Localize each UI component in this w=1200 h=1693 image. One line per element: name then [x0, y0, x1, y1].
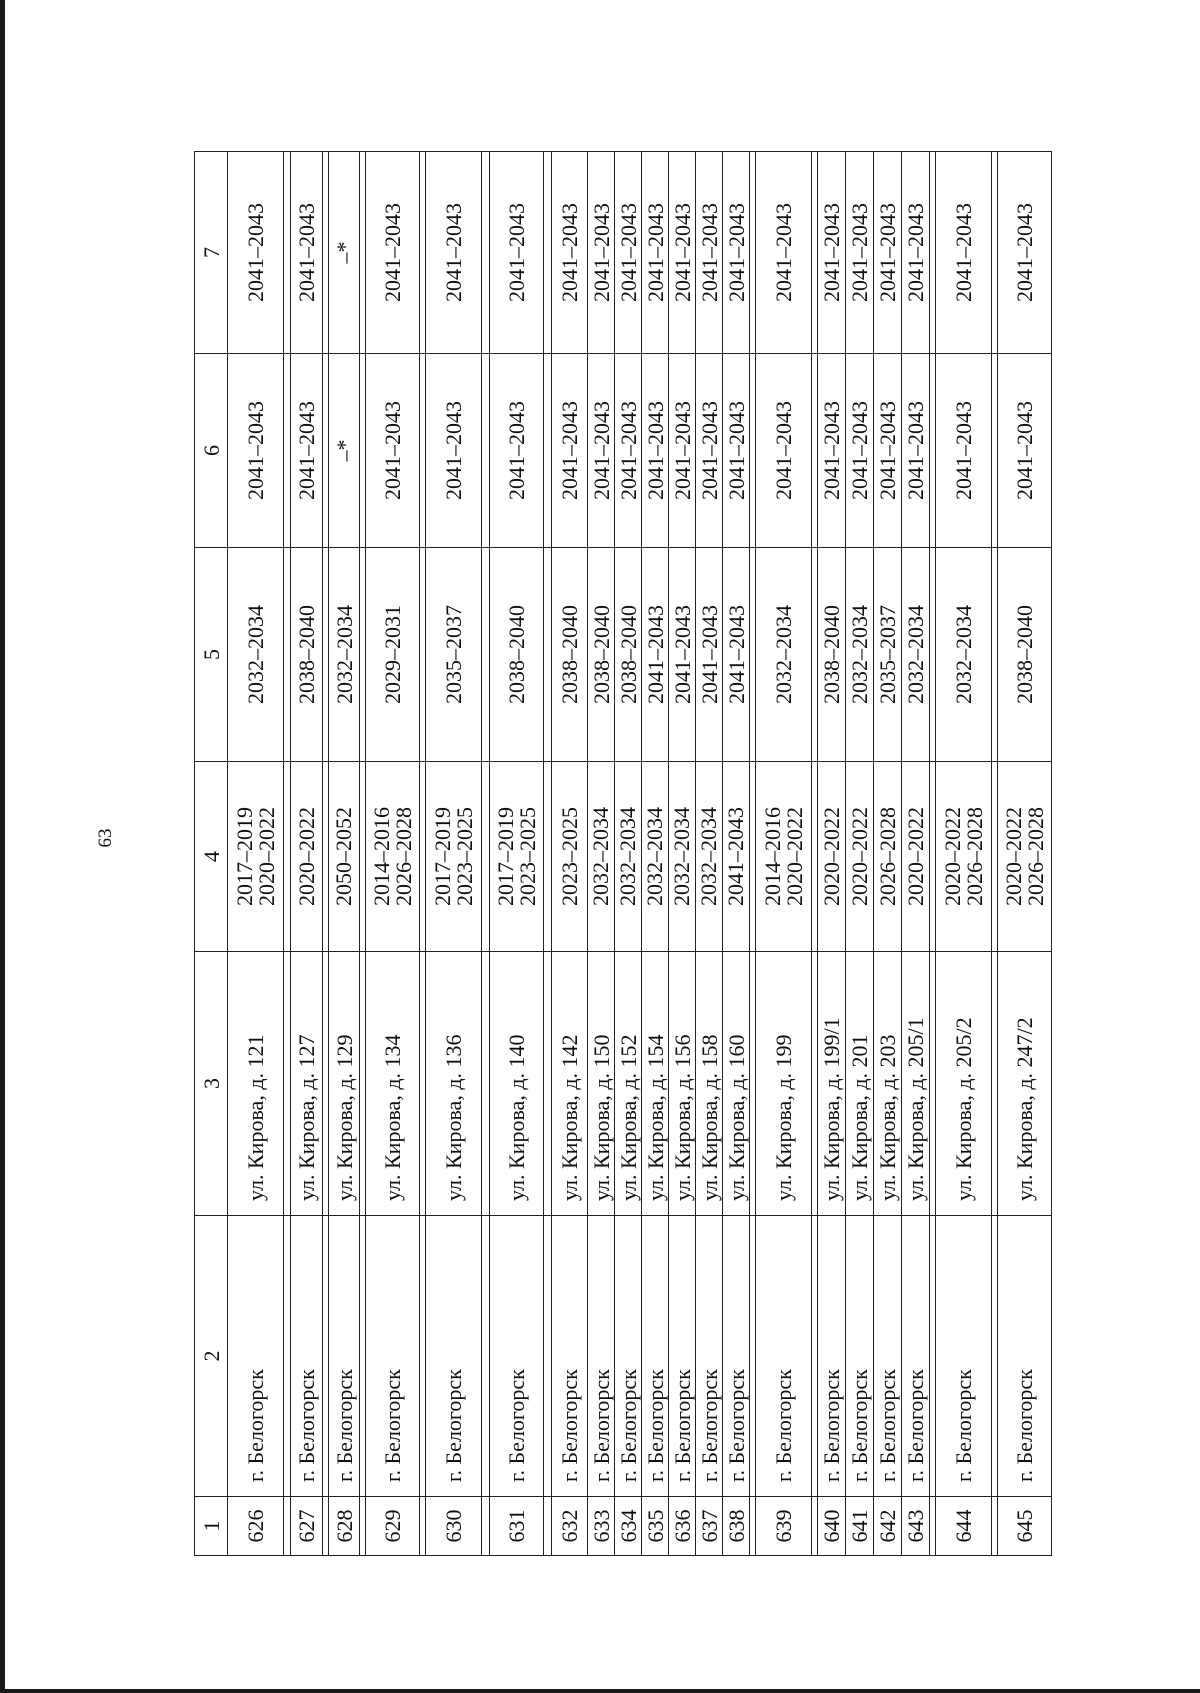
row-number-cell: 630	[426, 1497, 482, 1556]
col5-cell: 2032–2034	[756, 548, 812, 762]
col7-cell: 2041–2043	[291, 152, 323, 354]
row-number-cell: 637	[696, 1497, 723, 1556]
city-cell: г. Белогорск	[426, 1216, 482, 1497]
row-number-cell: 626	[228, 1497, 284, 1556]
period-cell: 2026–2028	[874, 762, 902, 952]
col7-cell: 2041–2043	[874, 152, 902, 354]
col7-cell: 2041–2043	[552, 152, 588, 354]
city-cell: г. Белогорск	[669, 1216, 696, 1497]
col7-cell: 2041–2043	[998, 152, 1052, 354]
col5-cell: 2035–2037	[874, 548, 902, 762]
gap-cell	[284, 354, 291, 548]
city-cell: г. Белогорск	[756, 1216, 812, 1497]
column-header: 2	[195, 1216, 228, 1497]
address-cell: ул. Кирова, д. 201	[846, 952, 874, 1216]
city-cell: г. Белогорск	[228, 1216, 284, 1497]
period-cell: 2017–2019 2023–2025	[490, 762, 544, 952]
gap-cell	[284, 152, 291, 354]
column-header: 4	[195, 762, 228, 952]
city-cell: г. Белогорск	[936, 1216, 992, 1497]
col5-cell: 2041–2043	[723, 548, 750, 762]
col7-cell: –*	[329, 152, 360, 354]
col6-cell: 2041–2043	[818, 354, 846, 548]
col7-cell: 2041–2043	[588, 152, 615, 354]
row-number-cell: 641	[846, 1497, 874, 1556]
period-cell: 2032–2034	[615, 762, 642, 952]
page-number: 63	[95, 828, 116, 848]
gap-cell	[284, 952, 291, 1216]
period-cell: 2014–2016 2026–2028	[366, 762, 420, 952]
scan-edge-bottom	[0, 1689, 1200, 1693]
col7-cell: 2041–2043	[846, 152, 874, 354]
table-row	[588, 152, 615, 1556]
period-cell: 2020–2022	[291, 762, 323, 952]
col7-cell: 2041–2043	[696, 152, 723, 354]
col7-cell: 2041–2043	[818, 152, 846, 354]
gap-cell	[284, 1497, 291, 1556]
city-cell: г. Белогорск	[615, 1216, 642, 1497]
row-gap	[482, 152, 490, 1556]
row-number-cell: 629	[366, 1497, 420, 1556]
address-cell: ул. Кирова, д. 156	[669, 952, 696, 1216]
col6-cell: 2041–2043	[366, 354, 420, 548]
city-cell: г. Белогорск	[552, 1216, 588, 1497]
gap-cell	[482, 762, 490, 952]
col6-cell: 2041–2043	[426, 354, 482, 548]
col6-cell: 2041–2043	[756, 354, 812, 548]
col6-cell: 2041–2043	[615, 354, 642, 548]
address-cell: ул. Кирова, д. 121	[228, 952, 284, 1216]
col5-cell: 2041–2043	[696, 548, 723, 762]
gap-cell	[482, 952, 490, 1216]
period-cell: 2023–2025	[552, 762, 588, 952]
period-cell: 2050–2052	[329, 762, 360, 952]
table-row	[846, 152, 874, 1556]
table-container	[194, 152, 1086, 1556]
period-cell: 2020–2022	[818, 762, 846, 952]
col6-cell: 2041–2043	[228, 354, 284, 548]
table-row	[818, 152, 846, 1556]
address-cell: ул. Кирова, д. 160	[723, 952, 750, 1216]
period-cell: 2014–2016 2020–2022	[756, 762, 812, 952]
col7-cell: 2041–2043	[723, 152, 750, 354]
row-number-cell: 635	[642, 1497, 669, 1556]
address-cell: ул. Кирова, д. 136	[426, 952, 482, 1216]
period-cell: 2017–2019 2023–2025	[426, 762, 482, 952]
column-header: 5	[195, 548, 228, 762]
col6-cell: 2041–2043	[696, 354, 723, 548]
gap-cell	[482, 1216, 490, 1497]
table-row	[228, 152, 284, 1556]
table-row	[723, 152, 750, 1556]
gap-cell	[544, 152, 552, 354]
col6-cell: 2041–2043	[846, 354, 874, 548]
table-row	[642, 152, 669, 1556]
row-gap	[544, 152, 552, 1556]
city-cell: г. Белогорск	[366, 1216, 420, 1497]
address-cell: ул. Кирова, д. 205/1	[902, 952, 930, 1216]
col5-cell: 2038–2040	[998, 548, 1052, 762]
gap-cell	[482, 1497, 490, 1556]
period-cell: 2041–2043	[723, 762, 750, 952]
address-cell: ул. Кирова, д. 129	[329, 952, 360, 1216]
row-number-cell: 627	[291, 1497, 323, 1556]
gap-cell	[284, 548, 291, 762]
table-row	[329, 152, 360, 1556]
period-cell: 2020–2022	[846, 762, 874, 952]
row-number-cell: 631	[490, 1497, 544, 1556]
table-row	[426, 152, 482, 1556]
col6-cell: 2041–2043	[874, 354, 902, 548]
city-cell: г. Белогорск	[902, 1216, 930, 1497]
col5-cell: 2038–2040	[291, 548, 323, 762]
period-cell: 2020–2022 2026–2028	[998, 762, 1052, 952]
col5-cell: 2041–2043	[669, 548, 696, 762]
col7-cell: 2041–2043	[902, 152, 930, 354]
col5-cell: 2038–2040	[615, 548, 642, 762]
address-cell: ул. Кирова, д. 199/1	[818, 952, 846, 1216]
col7-cell: 2041–2043	[642, 152, 669, 354]
gap-cell	[284, 1216, 291, 1497]
gap-cell	[544, 762, 552, 952]
scan-edge-left	[0, 0, 5, 1693]
table-row	[291, 152, 323, 1556]
col5-cell: 2041–2043	[642, 548, 669, 762]
city-cell: г. Белогорск	[329, 1216, 360, 1497]
row-number-cell: 645	[998, 1497, 1052, 1556]
col7-cell: 2041–2043	[366, 152, 420, 354]
col5-cell: 2029–2031	[366, 548, 420, 762]
row-number-cell: 639	[756, 1497, 812, 1556]
period-cell: 2032–2034	[588, 762, 615, 952]
period-cell: 2032–2034	[696, 762, 723, 952]
col5-cell: 2038–2040	[490, 548, 544, 762]
table-row	[615, 152, 642, 1556]
gap-cell	[544, 1497, 552, 1556]
table-row	[936, 152, 992, 1556]
col6-cell: 2041–2043	[642, 354, 669, 548]
address-cell: ул. Кирова, д. 150	[588, 952, 615, 1216]
col6-cell: 2041–2043	[291, 354, 323, 548]
gap-cell	[544, 354, 552, 548]
column-header: 3	[195, 952, 228, 1216]
period-cell: 2020–2022 2026–2028	[936, 762, 992, 952]
col7-cell: 2041–2043	[228, 152, 284, 354]
col5-cell: 2038–2040	[552, 548, 588, 762]
table-row	[998, 152, 1052, 1556]
address-cell: ул. Кирова, д. 205/2	[936, 952, 992, 1216]
col5-cell: 2032–2034	[329, 548, 360, 762]
row-number-cell: 638	[723, 1497, 750, 1556]
gap-cell	[544, 1216, 552, 1497]
gap-cell	[544, 952, 552, 1216]
column-header: 7	[195, 152, 228, 354]
col6-cell: 2041–2043	[998, 354, 1052, 548]
row-gap	[284, 152, 291, 1556]
col5-cell: 2032–2034	[936, 548, 992, 762]
column-header: 1	[195, 1497, 228, 1556]
col6-cell: 2041–2043	[669, 354, 696, 548]
gap-cell	[284, 762, 291, 952]
gap-cell	[482, 548, 490, 762]
col5-cell: 2035–2037	[426, 548, 482, 762]
address-cell: ул. Кирова, д. 127	[291, 952, 323, 1216]
city-cell: г. Белогорск	[723, 1216, 750, 1497]
col6-cell: –*	[329, 354, 360, 548]
city-cell: г. Белогорск	[291, 1216, 323, 1497]
gap-cell	[482, 152, 490, 354]
row-number-cell: 642	[874, 1497, 902, 1556]
city-cell: г. Белогорск	[846, 1216, 874, 1497]
col5-cell: 2038–2040	[588, 548, 615, 762]
row-number-cell: 632	[552, 1497, 588, 1556]
address-cell: ул. Кирова, д. 142	[552, 952, 588, 1216]
city-cell: г. Белогорск	[874, 1216, 902, 1497]
address-cell: ул. Кирова, д. 152	[615, 952, 642, 1216]
header-row	[195, 152, 228, 1556]
table-row	[669, 152, 696, 1556]
col6-cell: 2041–2043	[552, 354, 588, 548]
row-number-cell: 628	[329, 1497, 360, 1556]
col5-cell: 2032–2034	[902, 548, 930, 762]
col6-cell: 2041–2043	[723, 354, 750, 548]
period-cell: 2032–2034	[642, 762, 669, 952]
row-number-cell: 636	[669, 1497, 696, 1556]
row-number-cell: 644	[936, 1497, 992, 1556]
col7-cell: 2041–2043	[669, 152, 696, 354]
address-cell: ул. Кирова, д. 199	[756, 952, 812, 1216]
column-header: 6	[195, 354, 228, 548]
address-cell: ул. Кирова, д. 158	[696, 952, 723, 1216]
col7-cell: 2041–2043	[756, 152, 812, 354]
row-number-cell: 643	[902, 1497, 930, 1556]
row-number-cell: 640	[818, 1497, 846, 1556]
address-cell: ул. Кирова, д. 140	[490, 952, 544, 1216]
col7-cell: 2041–2043	[936, 152, 992, 354]
table-row	[696, 152, 723, 1556]
city-cell: г. Белогорск	[588, 1216, 615, 1497]
table-row	[756, 152, 812, 1556]
table-row	[552, 152, 588, 1556]
col6-cell: 2041–2043	[902, 354, 930, 548]
city-cell: г. Белогорск	[642, 1216, 669, 1497]
gap-cell	[482, 354, 490, 548]
gap-cell	[544, 548, 552, 762]
city-cell: г. Белогорск	[490, 1216, 544, 1497]
period-cell: 2032–2034	[669, 762, 696, 952]
col6-cell: 2041–2043	[936, 354, 992, 548]
table-row	[874, 152, 902, 1556]
address-cell: ул. Кирова, д. 154	[642, 952, 669, 1216]
city-cell: г. Белогорск	[696, 1216, 723, 1497]
col7-cell: 2041–2043	[615, 152, 642, 354]
period-cell: 2020–2022	[902, 762, 930, 952]
address-cell: ул. Кирова, д. 203	[874, 952, 902, 1216]
city-cell: г. Белогорск	[818, 1216, 846, 1497]
col5-cell: 2032–2034	[228, 548, 284, 762]
address-cell: ул. Кирова, д. 134	[366, 952, 420, 1216]
row-number-cell: 634	[615, 1497, 642, 1556]
col6-cell: 2041–2043	[588, 354, 615, 548]
row-number-cell: 633	[588, 1497, 615, 1556]
table-row	[366, 152, 420, 1556]
data-table	[194, 151, 1052, 1556]
address-cell: ул. Кирова, д. 247/2	[998, 952, 1052, 1216]
col7-cell: 2041–2043	[426, 152, 482, 354]
col5-cell: 2038–2040	[818, 548, 846, 762]
col7-cell: 2041–2043	[490, 152, 544, 354]
col6-cell: 2041–2043	[490, 354, 544, 548]
col5-cell: 2032–2034	[846, 548, 874, 762]
city-cell: г. Белогорск	[998, 1216, 1052, 1497]
table-row	[490, 152, 544, 1556]
period-cell: 2017–2019 2020–2022	[228, 762, 284, 952]
table-row	[902, 152, 930, 1556]
